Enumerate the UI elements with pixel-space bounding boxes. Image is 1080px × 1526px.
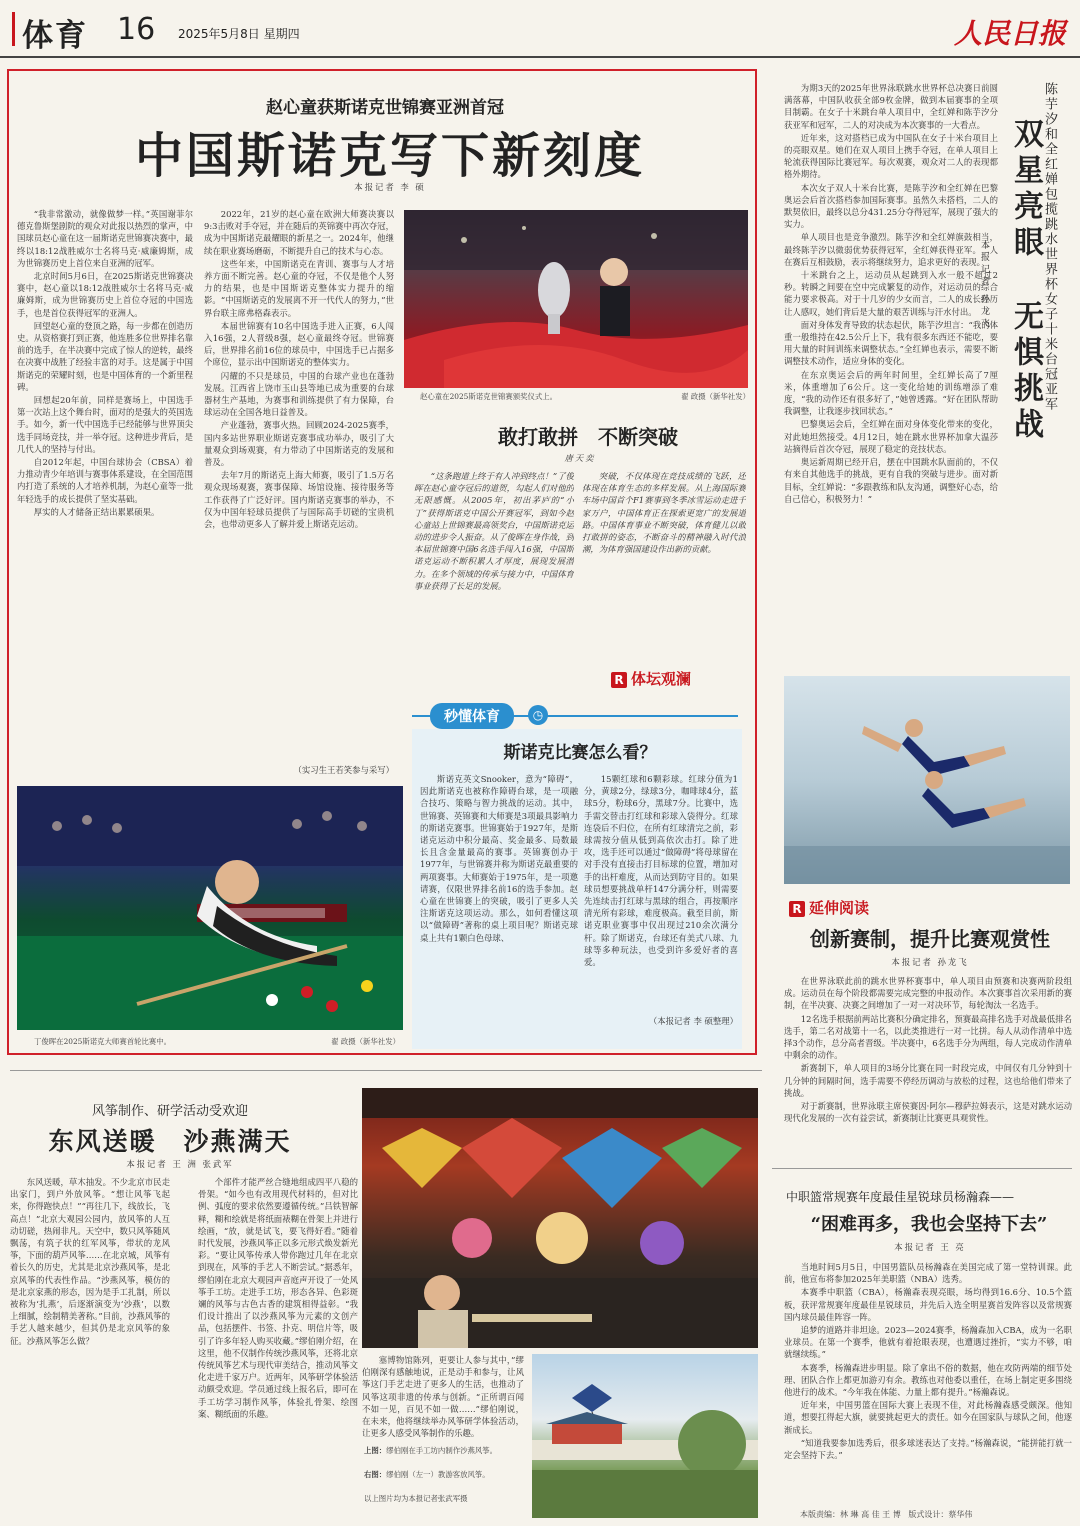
commentary-col2: 突破，不仅体现在竞技成绩的飞跃，还体现在体育生态的多样发展。从上海国际赛车场中国首个F1赛事到冬季冰雪运动走进千家万户，中国体育正在探索更宽广的发展道路。中国体育事业不断突破，体育健儿以敢打敢拼的姿态，不断奋斗的精神融入时代浪潮，为体育强国建设作出新的贡献。 — [582, 471, 746, 555]
trophy-scene-illustration — [404, 210, 748, 388]
editors-label: 本版责编： — [800, 1510, 840, 1519]
r-logo-icon: R — [611, 672, 627, 688]
paragraph: 面对身体发育导致的状态起伏，陈芋汐坦言：“我的体重一般维持在42.5公斤上下，我有很多东西还不能吃，要用大量的时间训练来调整状态。”全红婵也表示，需要不断调整技术动作，适应身体的变化。 — [784, 319, 998, 367]
newspaper-logo: 人民日报 — [953, 17, 1066, 50]
paragraph: 回想起20年前，同样是赛场上，中国选手第一次站上这个舞台时，面对的是强大的英国选手。如今，新一代中国选手已经能够与世界顶尖选手同场竞技，并一举夺冠。这种进步背后，是几代人的坚持与付出。 — [17, 395, 193, 454]
paragraph: 追梦的道路并非坦途。2023—2024赛季，杨瀚森加入CBA，成为一名职业球员。在第一个赛季，他就有着抢眼表现，也遭遇过挫折，“实力不够，咱就继续练。” — [784, 1325, 1072, 1360]
paragraph: 对于新赛制，世界泳联主席侯赛因·阿尔—穆萨拉姆表示，这是对跳水运动现代化发展的一次有益尝试，新赛制让比赛更具观赏性。 — [784, 1101, 1072, 1124]
main-kicker: 赵心童获斯诺克世锦赛亚洲首冠 — [266, 98, 504, 118]
paragraph: 在东京奥运会后的两年时间里，全红婵长高了7厘米，体重增加了6公斤。这一变化给她的训练增添了难度，“我的动作还有很多好了，”她曾透露。“好在团队帮助我调整，让我逐步找回状态。” — [784, 369, 998, 417]
extended-reading-byline: 本报记者 孙龙飞 — [891, 957, 969, 967]
page-number: 16 — [117, 12, 156, 47]
section-divider — [10, 1070, 762, 1071]
trophy-photo — [404, 210, 748, 388]
trophy-photo-credit: 翟 政摄（新华社发） — [681, 392, 750, 401]
paragraph: 12名选手根据前两站比赛积分确定排名，预赛最高排名选手对战最低排名选手，第二名对战第十一名，以此类推进行一对一比拼。每人从动作清单中选择3个动作，总分高者晋级。半决赛中，6名选手分为两组，每人完成动作清单中剩余的动作。 — [784, 1013, 1072, 1061]
paragraph: 十米跳台之上，运动员从起跳到入水一般不超过2秒。转瞬之间要在空中完成繁复的动作，对运动员的综合能力要求极高。对于十几岁的少女而言，二人的成长经历让人感叹，她们背后是大量的艰苦训练与汗水付出。 — [784, 270, 998, 317]
commentary-col1: “这条跑道上终于有人冲到终点！”了俊晖在赵心童夺冠后的道贺，勾起人们对他的无限感慨。从2005年，初出茅庐的“小丁”获得斯诺克中国公开赛冠军，到如今赵心童站上世锦赛最高领奖台，中国斯诺克运动的进步令人振奋。从了俊晖在身作战，到本届世锦赛中国6名选手闯入16强，中国斯诺克运动不断积累人才厚度，展现发展潜力。在多个领域的传承与接力中，中国体育事业获得了长足的发展。 — [414, 471, 574, 591]
explainer-col1: 斯诺克英文Snooker，意为“障碍”，因此斯诺克也被称作障碍台球，是一项融合技巧、策略与智力挑战的运动。其中，世锦赛、英锦赛和大师赛是3项最具影响力的斯诺克赛事。世锦赛始于1927年，是斯诺克运动中积分最高、奖金最多、局数最长且含金量最高的赛事。英锦赛创办于1977年，与世锦赛并称为斯诺克最重要的两项赛事。大师赛始于1975年，是一项邀请赛，仅限世界排名前16的选手参加。赵心童在世锦赛上的突破，吸引了更多人关注斯诺克这项运动。那么，如何看懂这项以“做障碍”著称的桌上项目呢？斯诺克球桌上共有1颗白色母球、 — [420, 774, 578, 943]
paragraph: 近年来，这对搭档已成为中国队在女子十米台项目上的亮眼双星。她们在双人项目上携手夺冠，在单人项目上轮流获得国际比赛冠军。每次观赛，观众对二人的表现都格外期待。 — [784, 132, 998, 180]
kite-kicker: 风筝制作、研学活动受欢迎 — [91, 1104, 248, 1119]
snooker-player-photo — [17, 786, 403, 1030]
main-headline: 中国斯诺克写下新刻度 — [134, 128, 645, 184]
commentary-column-tag — [611, 668, 691, 689]
paragraph: 本次女子双人十米台比赛，是陈芋汐和全红婵在巴黎奥运会后首次搭档参加国际赛事。虽然久未搭档，二人的默契依旧，最终以总分431.25分夺得冠军，展现了强大的实力。 — [784, 182, 998, 230]
explainer-tag-bar — [412, 703, 738, 729]
column-name: 体坛观澜 — [631, 670, 692, 688]
basketball-byline: 本报记者 王 亮 — [894, 1242, 966, 1252]
commentary-byline: 唐天奕 — [564, 453, 596, 463]
basketball-kicker: 中职篮常规赛年度最佳星锐球员杨瀚森—— — [786, 1190, 1015, 1204]
paragraph: 在世界泳联此前的跳水世界杯赛事中，单人项目由预赛和决赛两阶段组成。运动员在每个阶段都需要完成完整的申报动作。本次赛事首次采用新的赛制，在半决赛、决赛之间增加了一对一对决环节，每轮淘汰一名选手。 — [784, 976, 1072, 1011]
paragraph: 巴黎奥运会后，全红婵在面对身体变化带来的变化，对此她坦然接受。4月12日，她在跳水世界杯加拿大温莎站摘得后首次夺冠，展现了稳定的竞技状态。 — [784, 419, 998, 454]
paragraph: 回望赵心童的登顶之路，每一步都在创造历史。从资格赛打到正赛，他连胜多位世界排名靠前的选手，在半决赛中完成了惊人的逆转，最终在决赛中战胜了经验丰富的对手。这是属于中国斯诺克的荣耀时刻，也是中国体育的一个新里程碑。 — [17, 320, 193, 392]
kite-col1: 东风送暖，草木抽发。不少北京市民走出家门，到户外放风筝。“想让风筝飞起来，你得跑快点！”“再往几下，线放长，飞高点！”北京大观园公园内，放风筝的人互动切磋，热闹非凡。天空中，数只风筝随风飘荡，有筑子状的红军风筝，带状的龙风筝，下面的葫芦风筝……在北京城，风筝有着长久的历史，尤其是北京沙燕风筝，是北京风筝的代表性作品。“沙燕风筝，模仿的是北京家燕的形态，因为是手工扎制，所以被称为‘扎燕’，后逐渐演变为‘沙燕’，以数上细腻，绘制精美著称。”目前，沙燕风筝的手艺人越来越少，但其仍是北京风筝的象征。沙燕风筝怎么做？ — [10, 1177, 170, 1346]
extended-reading-tag — [789, 897, 869, 918]
paragraph: 闪耀的不只是球员，中国的台球产业也在蓬勃发展。江西省上饶市玉山县等地已成为重要的台球器材生产基地，为赛事和训练提供了有力保障，台球运动在全国各地日益普及。 — [204, 370, 394, 418]
paragraph: 新赛制下，单人项目的3场分比赛在同一时段完成，中间仅有几分钟到十几分钟的间隔时间，选手需要不停经历调动与放松的过程，这也给他们带来了挑战。 — [784, 1063, 1072, 1098]
kite-workshop-illustration — [362, 1088, 758, 1348]
kite-headline: 东风送暖 沙燕满天 — [48, 1127, 292, 1156]
trophy-photo-caption: 赵心童在2025斯诺克世锦赛颁奖仪式上。 — [420, 392, 558, 401]
basketball-article — [784, 1261, 1072, 1505]
page-footer — [800, 1510, 1072, 1520]
diving-byline: 本报记者 孙龙飞 — [979, 240, 989, 330]
paragraph: 厚实的人才储备正结出累累硕果。 — [33, 506, 160, 517]
caption-label: 上图： — [364, 1446, 387, 1455]
kite-caption-up — [364, 1446, 528, 1456]
paragraph: 本届世锦赛有10名中国选手进入正赛，6人闯入16强，2人晋级8强，赵心童最终夺冠。世锦赛后，世界排名前16位的球员中，中国选手已占据多个席位，显示出中国斯诺克的整体实力。 — [204, 320, 394, 368]
diving-title-1: 双星亮眼 — [1008, 118, 1043, 262]
header-rule — [0, 56, 1080, 58]
paragraph: 这些年来，中国斯诺克在青训、赛事与人才培养方面不断完善。赵心童的夺冠，不仅是他个人努力的结果，也是中国斯诺克整体实力提升的缩影。“中国斯诺克的发展离不开一代代人的努力，”世界台联主席弗格森表示。 — [204, 258, 394, 318]
paragraph: 自2012年起，中国台球协会（CBSA）着力推动青少年培训与赛事体系建设，在全国范围内打造了系统的人才培养机制，为赵心童等一批年轻选手的成长提供了坚实基础。 — [17, 457, 193, 504]
caption-label: 右图： — [364, 1470, 387, 1479]
paragraph: “我非常激动，就像做梦一样。”英国谢菲尔德克鲁斯堡剧院的观众对此报以热烈的掌声，中国球员赵心童在这一届斯诺克世锦赛决赛中，最终以18:12战胜威尔士名将马克·威廉姆斯，成为世锦赛历史上首位来自亚洲的冠军。 — [17, 209, 193, 268]
paragraph: 产业蓬勃，赛事火热。回顾2024-2025赛季，国内多站世界职业斯诺克赛事成功举办，吸引了大量观众到场观赛，有力带动了中国斯诺克的发展和普及。 — [204, 420, 394, 468]
section-bar — [12, 12, 15, 46]
explainer-col2: 15颗红球和6颗彩球。红球分值为1分，黄球2分，绿球3分，咖啡球4分，蓝球5分，粉球6分，黑球7分。比赛中，选手需交替击打红球和彩球入袋得分。红球连袋后不归位，在所有红球清完之前，彩球需按分值从低到高依次击打。除了进攻，选手还可以通过“做障碍”将母球留在对手没有直接击打目标球的位置，增加对手的出杆难度，从而达到防守目的。如果球员想要挑战单杆147分满分杆，则需要先连续击打红球与黑球的组合，再按顺序清光所有彩球，难度极高。截至目前，斯诺克职业赛事中仅出现过210余次满分杆。除了斯诺克，台球还有美式八球、九球等多种玩法，也受到许多爱好者的喜爱。 — [584, 774, 738, 968]
explainer-title: 斯诺克比赛怎么看？ — [503, 743, 657, 763]
design-label: 版式设计： — [908, 1510, 949, 1519]
designer: 蔡华伟 — [948, 1510, 973, 1519]
kite-caption-right — [364, 1470, 528, 1480]
paragraph: “知道我要参加选秀后，很多球迷表达了支持。”杨瀚森说，“能拼能打就一定会坚持下去。” — [784, 1437, 1072, 1461]
snooker-photo-caption: 丁俊晖在2025斯诺克大师赛首轮比赛中。 — [34, 1037, 172, 1046]
diving-kicker: 陈芋汐和全红婵包揽跳水世界杯女子十米台冠亚军 — [1042, 82, 1057, 412]
paragraph: 单人项目也是竞争激烈。陈芋汐和全红婵旗鼓相当，最终陈芋汐以微弱优势获得冠军，全红婵获得亚军。二人在赛后互相鼓励，表示将继续努力，追求更好的表现。 — [784, 232, 998, 267]
kite-workshop-photo — [362, 1088, 758, 1348]
paragraph: 当地时间5月5日，中国男篮队员杨瀚森在美国完成了第一堂特训课。此前，他宣布将参加2025年美职篮（NBA）选秀。 — [784, 1262, 1072, 1285]
section-name: 体育 — [22, 18, 88, 54]
kite-byline: 本报记者 王 洲 张武军 — [126, 1159, 234, 1169]
r-logo-icon: R — [789, 901, 805, 917]
paragraph: 近年来，中国男篮在国际大赛上表现不佳，对此杨瀚森感受颇深。他知道，想要扛得起大旗，就要挑起更大的责任。如今在国家队与球队之间，他逐渐成长。 — [784, 1400, 1072, 1435]
extended-reading-article — [784, 975, 1072, 1151]
caption-text: 缪伯刚在手工坊内制作沙燕风筝。 — [386, 1446, 498, 1455]
kite-col2: 个部件才能严丝合缝地组成四平八稳的骨架。“如今也有改用现代材料的，但对比例、弧度的要求依然要遵循传统。”吕铁智解释，糊和绘就是将纸面裱糊在骨架上并进行绘画，“放，就是试飞，要飞得好看。”随着时代发展，沙燕风筝正以多元形式焕发新光彩。“要让风筝传承人带你跑过几年在北京到现在，风筝的手艺人不断尝试。”据悉年，缪伯刚在北京大观园声音庭声开设了一处风筝手工坊。走进手工坊，形态各异、色彩斑斓的风筝与古色古香的建筑相得益彰。“我们设计推出了以沙燕风筝为元素的文创产品，包括摆件、书签、扑克、明信片等，吸引了许多年轻人购买收藏。”缪伯刚介绍，在这里，他不仅制作传统沙燕风筝，还将北京传统风筝艺术与现代审美结合，推动风筝文化走进千家万户。近两年，风筝研学体验活动颇受欢迎。学员通过线上报名后，即可在手工坊学习制作风筝，体验扎骨架、绘图案、糊纸面的乐趣。 — [198, 1177, 358, 1419]
page-header — [0, 0, 1080, 58]
intern-credit: （实习生王若笑参与采写） — [293, 765, 394, 775]
park-kite-photo — [532, 1354, 758, 1518]
diving-article — [784, 82, 998, 670]
explainer-credit: （本报记者 李 硕整理） — [648, 1016, 738, 1026]
extended-reading-title: 创新赛制，提升比赛观赏性 — [810, 927, 1050, 951]
main-article-col1 — [17, 208, 193, 778]
kite-col3: 塞博物馆陈列，更要让人参与其中，”缪伯刚深有感触地说，正是动手和参与，让风筝这门手艺走进了更多人的生活，也推动了风筝这项非遗的传承与创新。“正所谓百闻不如一见，百见不如一做……”缪伯刚说，在未来，他将继续举办风筝研学体验活动，让更多人感受风筝制作的乐趣。 — [362, 1355, 524, 1439]
paragraph: 为期3天的2025年世界泳联跳水世界杯总决赛日前圆满落幕，中国队收获全部9枚金牌，做到本届赛事的全项目制霸。在女子十米跳台单人项目中，全红婵和陈芋汐分获亚军和冠军，二人的对决成为本次赛事的一大看点。 — [784, 83, 998, 130]
park-scene-illustration — [532, 1354, 758, 1518]
column-name: 延伸阅读 — [809, 899, 870, 917]
paragraph: 本赛季中职篮（CBA），杨瀚森表现亮眼，场均得到16.6分、10.5个篮板，获评常规赛年度最佳星锐球员，并先后入选全明星赛首发阵容以及常规赛国内球员最佳阵容一阵。 — [784, 1287, 1072, 1322]
main-article-col2 — [204, 208, 394, 764]
snooker-photo-credit: 翟 政摄（新华社发） — [331, 1037, 400, 1046]
explainer-tag: 秒懂体育 — [430, 703, 514, 729]
paragraph: 2022年，21岁的赵心童在欧洲大师赛决赛以9:3击败对手夺冠，并在随后的英锦赛中再次夺冠，成为中国斯诺克最耀眼的新星之一。2024年，他继续在职业赛场磨砺，不断提升自己的技术与心态。 — [204, 209, 394, 256]
diving-scene-illustration — [784, 676, 1070, 884]
issue-date: 2025年5月8日 星期四 — [178, 27, 300, 41]
paragraph: 北京时间5月6日，在2025斯诺克世锦赛决赛中，赵心童以18:12战胜威尔士名将马克·威廉姆斯，成为世锦赛历史上首位夺冠的中国选手，也是首位获得冠军的亚洲人。 — [17, 271, 193, 318]
caption-text: 缪伯刚（左一）教游客放风筝。 — [386, 1470, 490, 1479]
paragraph: 本赛季，杨瀚森进步明显。除了拿出不俗的数据，他在攻防两端的细节处理、团队合作上都更加游刃有余。教练也对他委以重任，在场上制定更多围绕他进行的战术。“今年我在体能、力量上都有提升。”杨瀚森说。 — [784, 1362, 1072, 1398]
diving-title-2: 无惧挑战 — [1008, 300, 1043, 444]
section-divider — [772, 1168, 1072, 1169]
commentary-title: 敢打敢拼 不断突破 — [498, 425, 678, 449]
clock-icon: ◷ — [528, 705, 548, 725]
snooker-scene-illustration — [17, 786, 403, 1030]
paragraph: 奥运新周期已经开启，摆在中国跳水队面前的，不仅有来自其他选手的挑战，更有自我的突破与进步。面对新目标，全红婵说：“多跟教练和队友沟通，调整好心态，给自己信心，积极努力！” — [784, 457, 998, 504]
diving-photo — [784, 676, 1070, 884]
kite-photo-credit: 以上图片均为本报记者张武军摄 — [364, 1494, 468, 1503]
main-byline: 本报记者 李 硕 — [354, 182, 426, 192]
basketball-headline: “困难再多，我也会坚持下去” — [810, 1214, 1048, 1235]
editors: 林 琳 高 佳 王 博 — [840, 1510, 901, 1519]
paragraph: 去年7月的斯诺克上海大师赛，吸引了1.5万名观众现场观赛，赛事保障、场馆设施、接待服务等工作获得了广泛好评。国内斯诺克赛事的举办，不仅为中国年轻球员提供了与国际高手切磋的宝贵机会，也带动更多人了解并爱上斯诺克运动。 — [204, 470, 394, 530]
